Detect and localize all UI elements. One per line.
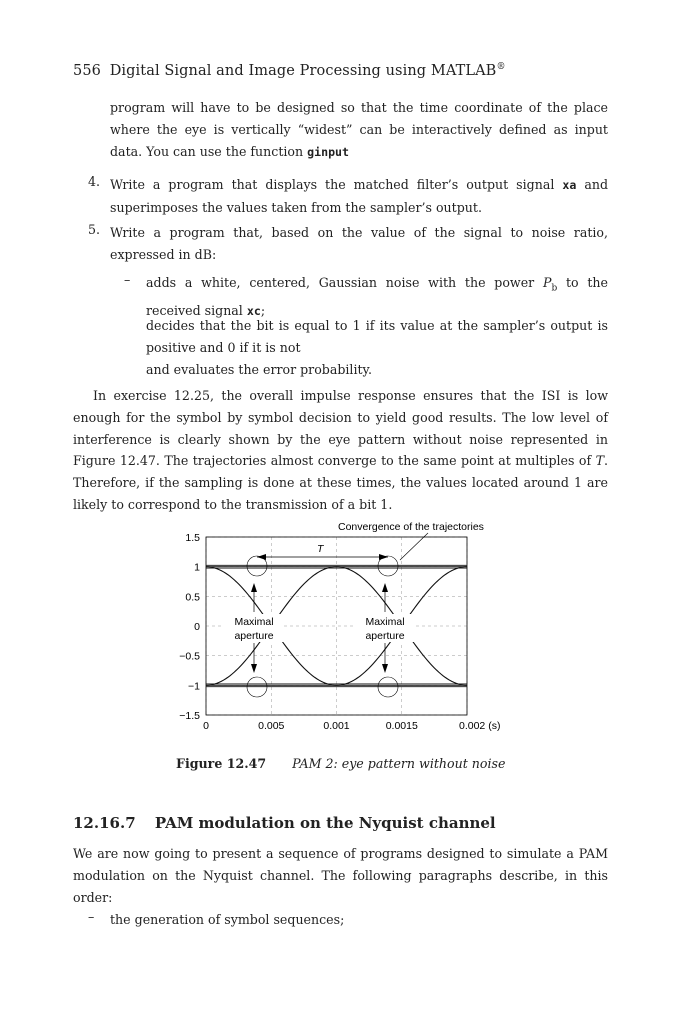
- y-tick-label: −1: [188, 680, 200, 693]
- last-item-dash: –: [88, 909, 95, 924]
- aperture-right-up-head: [382, 583, 388, 592]
- period-T-label: T: [317, 543, 324, 555]
- subitem-a-dash: –: [124, 272, 131, 287]
- x-tick-label: 0.0015: [385, 720, 418, 732]
- aperture-left-up-head: [251, 583, 257, 592]
- section-title: PAM modulation on the Nyquist channel: [154, 814, 496, 832]
- subitem-a-text: adds a white, centered, Gaussian noise with the power $P_b$ to the received signal xc;: [146, 275, 608, 319]
- y-tick-label: 1.5: [185, 532, 200, 544]
- y-tick-label: 1: [194, 561, 200, 574]
- running-title: Digital Signal and Image Processing using MATLAB: [109, 62, 497, 79]
- aperture-left-line1: Maximal: [234, 616, 274, 628]
- aperture-left-down-head: [251, 664, 257, 673]
- y-tick-label: 0: [194, 621, 200, 633]
- aperture-right-line1: Maximal: [365, 616, 405, 628]
- page-number: 556: [73, 62, 101, 79]
- aperture-right-down-head: [382, 664, 388, 673]
- last-item-text: the generation of symbol sequences;: [110, 912, 345, 927]
- section-heading: [73, 814, 496, 832]
- x-tick-label: 0.002 (s): [459, 720, 501, 732]
- running-header: [73, 62, 506, 79]
- code-xa: xa: [562, 178, 577, 192]
- subitem-c-text: and evaluates the error probability.: [146, 362, 372, 377]
- subitem-b-text: decides that the bit is equal to 1 if its value at the sampler’s output is positive and 0 if it is not: [146, 318, 608, 355]
- item-4-number: 4.: [88, 174, 101, 189]
- x-tick-labels: [203, 720, 500, 732]
- figure-caption-text: PAM 2: eye pattern without noise: [292, 756, 506, 771]
- y-tick-label: −1.5: [179, 710, 200, 722]
- body-paragraph: In exercise 12.25, the overall impulse response ensures that the ISI is low enough for the symbol by symbol decision to yield good results. The low level of interference is clearly shown by the eye pattern without noise represented in Figure 12.47. The trajectories almost converge to the same point at multiples of T. Therefore, if the sampling is done at these times, the values located around 1 are likely to correspond to the transmission of a bit 1.: [73, 388, 608, 512]
- section-paragraph: We are now going to present a sequence of programs designed to simulate a PAM modulation on the Nyquist channel. The following paragraphs describe, in this order:: [73, 846, 608, 905]
- section-number: 12.16.7: [73, 814, 136, 832]
- x-tick-label: 0.005: [258, 720, 285, 732]
- y-tick-label: 0.5: [185, 591, 200, 604]
- item-4-text: Write a program that displays the matched filter’s output signal xa and superimposes the values taken from the sampler’s output.: [110, 177, 609, 215]
- x-tick-label: 0: [203, 720, 209, 732]
- y-tick-labels: [179, 532, 200, 722]
- y-tick-label: −0.5: [179, 650, 200, 663]
- x-tick-label: 0.001: [323, 720, 350, 732]
- aperture-left-line2: aperture: [234, 630, 274, 642]
- convergence-annotation: Convergence of the trajectories: [338, 521, 484, 533]
- code-xc: xc: [246, 304, 261, 319]
- figure-caption-label: Figure 12.47: [176, 756, 267, 771]
- period-arrow-right-head: [379, 554, 388, 560]
- period-arrow-left-head: [257, 554, 266, 560]
- aperture-right-line2: aperture: [365, 630, 405, 642]
- registered-mark: ®: [496, 62, 506, 72]
- figure-caption: [176, 756, 505, 771]
- eye-pattern-figure: [0, 510, 682, 735]
- code-ginput: ginput: [307, 144, 350, 159]
- intro-continuation: program will have to be designed so that the time coordinate of the place where the eye is vertically “widest” can be interactively defined as input data. You can use the function ginput: [110, 100, 608, 159]
- item-5-number: 5.: [88, 222, 101, 237]
- item-5-text: Write a program that, based on the value of the signal to noise ratio, expressed in dB:: [110, 225, 608, 262]
